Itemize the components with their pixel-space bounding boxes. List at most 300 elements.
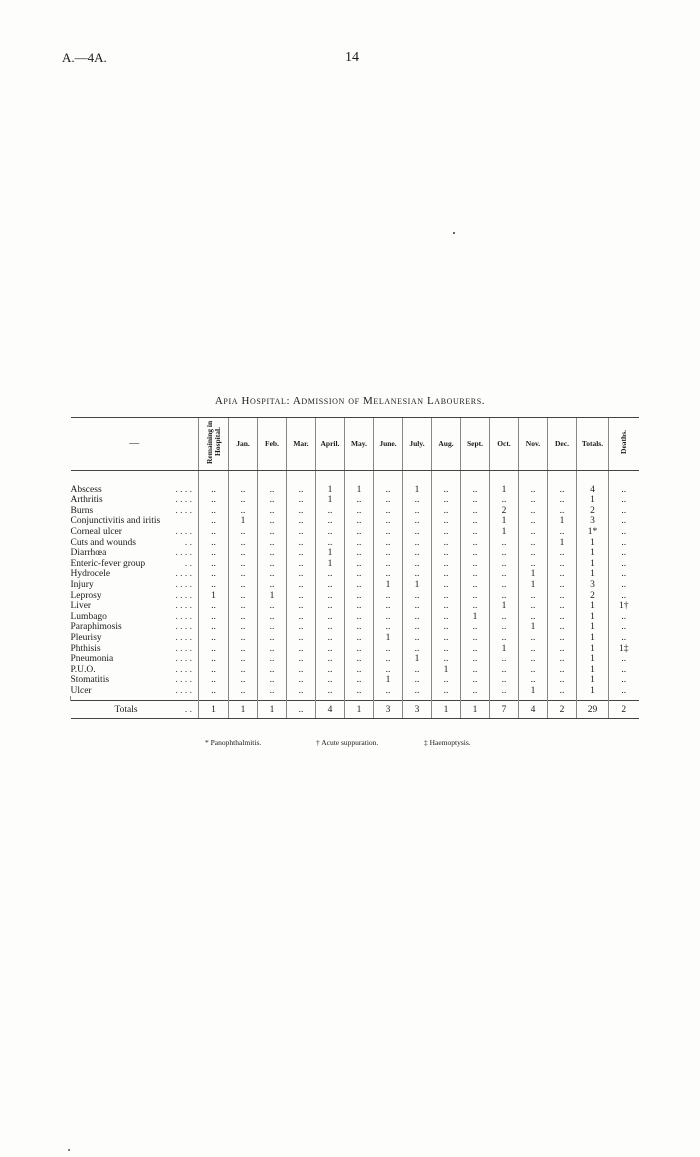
row-label: Hydrocele [70,569,111,580]
table-cell: .. [287,569,316,580]
col-header-totals: Totals. [577,418,609,471]
table-cell: .. [316,601,345,612]
table-cell: .. [548,675,577,686]
col-header-month: Sept. [461,418,490,471]
table-cell: .. [316,580,345,591]
table-cell: .. [287,527,316,538]
leader-dots: . . . . [175,664,192,675]
table-cell: .. [287,538,316,549]
table-cell: .. [609,506,639,517]
table-cell: 1 [490,644,519,655]
table-cell: .. [258,485,287,496]
row-label-cell [71,612,199,623]
row-label-cell [71,538,199,549]
table-cell: .. [345,538,374,549]
footnote-star: * Panophthalmitis. [205,738,262,747]
table-cell: .. [461,675,490,686]
table-cell: .. [287,559,316,570]
table-cell: .. [490,580,519,591]
row-label: Liver [70,601,92,612]
table-cell: .. [229,527,258,538]
table-cell: .. [345,516,374,527]
table-cell: .. [258,622,287,633]
table-cell: .. [519,527,548,538]
table-cell: 1 [577,538,609,549]
table-cell: .. [461,591,490,602]
table-cell: .. [258,580,287,591]
table-cell: .. [345,591,374,602]
table-cell: .. [548,622,577,633]
row-label: Arthritis [70,495,103,506]
table-cell: .. [316,622,345,633]
table-cell: .. [374,591,403,602]
table-cell: 1 [490,527,519,538]
table-cell: 1 [577,601,609,612]
table-cell: .. [199,686,229,697]
table-cell: .. [287,591,316,602]
table-cell: .. [316,569,345,580]
table-cell: 1 [316,495,345,506]
table-cell: .. [199,580,229,591]
col-header-month: Nov. [519,418,548,471]
table-cell: 2 [609,701,639,719]
table-cell: .. [287,665,316,676]
col-header-month: Oct. [490,418,519,471]
table-cell: 4 [577,485,609,496]
table-cell: .. [519,665,548,676]
table-cell: .. [403,622,432,633]
table-cell: 1 [403,485,432,496]
table-row [71,601,639,612]
row-label-cell [71,485,199,496]
table-cell: .. [432,686,461,697]
table-cell: .. [258,569,287,580]
table-cell: 1 [490,485,519,496]
table-cell: .. [229,591,258,602]
table-cell: .. [461,644,490,655]
table-cell: 1 [403,654,432,665]
table-cell: .. [229,686,258,697]
table-cell: .. [345,580,374,591]
table-cell: 1 [519,569,548,580]
table-cell: .. [258,516,287,527]
table-row [71,516,639,527]
table-cell: .. [461,559,490,570]
table-cell: .. [199,612,229,623]
table-cell: .. [519,644,548,655]
table-cell: 1 [345,485,374,496]
table-cell: 1 [490,516,519,527]
table-cell: .. [403,644,432,655]
table-cell: .. [229,654,258,665]
row-label: P.U.O. [70,664,96,675]
table-cell: .. [345,559,374,570]
row-label-cell [71,601,199,612]
table-cell: 1 [519,686,548,697]
table-cell: .. [199,633,229,644]
table-cell: .. [345,675,374,686]
table-cell: .. [548,506,577,517]
table-cell: .. [199,665,229,676]
col-header-month: June. [374,418,403,471]
table-cell: .. [609,612,639,623]
table-cell: 1 [577,569,609,580]
table-cell: .. [609,548,639,559]
row-label: Diarrhœa [70,548,107,559]
table-cell: 2 [577,591,609,602]
row-label: Cuts and wounds [70,537,136,548]
table-cell: .. [374,506,403,517]
table-cell: .. [403,612,432,623]
table-cell: 4 [519,701,548,719]
table-cell: .. [403,569,432,580]
row-label-cell [71,622,199,633]
table-cell: .. [432,622,461,633]
table-cell: .. [609,686,639,697]
table-cell: .. [287,580,316,591]
table-cell: .. [316,538,345,549]
table-cell: .. [287,622,316,633]
table-cell: .. [490,665,519,676]
table-cell: .. [432,506,461,517]
row-label-cell [71,654,199,665]
table-cell: .. [432,580,461,591]
table-cell: .. [548,591,577,602]
table-cell: .. [461,527,490,538]
table-cell: .. [519,559,548,570]
table-cell: .. [287,548,316,559]
leader-dots: . . . . [175,505,192,516]
table-cell: .. [548,633,577,644]
table-cell: 3 [577,580,609,591]
table-cell: .. [461,580,490,591]
table-cell: .. [519,516,548,527]
leader-dots: . . . . [175,526,192,537]
table-cell: .. [258,675,287,686]
stray-mark [68,1149,70,1151]
table-cell: .. [258,559,287,570]
page-number: 14 [345,50,359,65]
table-cell: .. [374,686,403,697]
table-cell: .. [229,485,258,496]
table-cell: .. [490,612,519,623]
admissions-table [70,417,639,719]
row-label: Leprosy [70,590,102,601]
table-cell: .. [609,527,639,538]
table-cell: .. [345,506,374,517]
table-cell: .. [519,633,548,644]
table-cell: .. [258,495,287,506]
table-cell: .. [374,644,403,655]
table-body [71,470,639,719]
table-cell: .. [199,644,229,655]
table-cell: .. [519,495,548,506]
table-row [71,506,639,517]
table-cell: .. [609,559,639,570]
table-row [71,622,639,633]
stray-mark [453,232,455,234]
leader-dots: . . . . [175,590,192,601]
row-label-cell [71,516,199,527]
totals-label-cell [71,701,199,719]
table-row [71,580,639,591]
table-row [71,612,639,623]
table-cell: .. [258,538,287,549]
leader-dots: . . . . [175,675,192,686]
row-label-cell [71,644,199,655]
table-cell: .. [403,506,432,517]
table-cell: .. [199,654,229,665]
table-cell: .. [432,654,461,665]
table-cell: .. [609,516,639,527]
table-cell: .. [490,495,519,506]
table-cell: .. [199,675,229,686]
col-header-month: Dec. [548,418,577,471]
table-cell: .. [374,665,403,676]
table-cell: .. [609,654,639,665]
leader-dots: . . . . [175,579,192,590]
table-cell: .. [432,538,461,549]
table-cell: .. [432,527,461,538]
table-cell: .. [548,559,577,570]
table-cell: .. [316,633,345,644]
table-cell: .. [374,516,403,527]
table-cell: 3 [374,701,403,719]
row-label: Burns [70,505,94,516]
table-cell: 1 [577,686,609,697]
col-header-deaths-label: Deaths. [618,430,628,454]
table-cell: .. [345,644,374,655]
table-cell: .. [258,633,287,644]
table-cell: 1 [461,701,490,719]
table-cell: 3 [577,516,609,527]
table-cell: .. [258,654,287,665]
table-cell: .. [548,644,577,655]
table-cell: .. [609,569,639,580]
table-cell: .. [374,495,403,506]
table-cell: .. [461,485,490,496]
table-cell: .. [461,622,490,633]
table-row [71,654,639,665]
table-cell: .. [229,675,258,686]
table-cell: .. [490,548,519,559]
table-cell: .. [461,569,490,580]
table-cell: .. [403,548,432,559]
table-cell: .. [548,569,577,580]
table-cell: 29 [577,701,609,719]
table-cell: .. [374,601,403,612]
table-cell: .. [461,538,490,549]
table-cell: 2 [577,506,609,517]
col-header-month: May. [345,418,374,471]
page-reference: A.—4A. [62,50,107,65]
row-label-cell [71,506,199,517]
table-cell: .. [258,506,287,517]
table-cell: .. [490,675,519,686]
table-cell: .. [403,527,432,538]
table-row [71,495,639,506]
table-cell: .. [548,612,577,623]
table-cell: 1 [548,538,577,549]
table-cell: .. [374,485,403,496]
leader-dots: . . . . [175,611,192,622]
table-cell: .. [258,527,287,538]
col-header-month: Feb. [258,418,287,471]
table-cell: .. [316,612,345,623]
table-cell: .. [287,601,316,612]
table-cell: .. [548,548,577,559]
table-cell: .. [548,527,577,538]
totals-label: Totals [114,704,138,715]
table-cell: .. [519,548,548,559]
leader-dots: . . . . [175,622,192,633]
table-cell: .. [316,644,345,655]
table-cell: .. [432,633,461,644]
row-label-cell [71,591,199,602]
table-cell: .. [519,675,548,686]
table-cell: .. [345,622,374,633]
row-label-cell [71,665,199,676]
table-cell: 1† [609,601,639,612]
table-cell: .. [432,485,461,496]
leader-dots: . . [184,704,192,715]
table-cell: .. [199,601,229,612]
table-cell: 1 [577,622,609,633]
table-cell: .. [287,516,316,527]
row-label-cell [71,569,199,580]
table-cell: .. [609,485,639,496]
table-cell: .. [403,675,432,686]
table-cell: .. [199,538,229,549]
table-cell: .. [519,485,548,496]
table-cell: 1 [374,675,403,686]
row-label-cell [71,495,199,506]
table-cell: .. [374,622,403,633]
table-cell: .. [345,665,374,676]
table-cell: .. [609,675,639,686]
table-cell: .. [609,633,639,644]
table-cell: .. [609,665,639,676]
col-header-month: July. [403,418,432,471]
col-header-month: Aug. [432,418,461,471]
table-cell: .. [548,580,577,591]
table-cell: .. [229,580,258,591]
table-cell: .. [199,485,229,496]
table-cell: .. [490,591,519,602]
table-cell: .. [199,622,229,633]
table-cell: .. [229,559,258,570]
table-cell: .. [345,633,374,644]
table-cell: .. [609,591,639,602]
table-cell: .. [432,591,461,602]
row-label: Phthisis [70,643,101,654]
table-cell: .. [287,633,316,644]
table-cell: .. [229,601,258,612]
table-cell: .. [490,538,519,549]
table-cell: 7 [490,701,519,719]
row-label: Enteric-fever group [70,558,146,569]
table-cell: 1 [548,516,577,527]
table-cell: .. [490,654,519,665]
leader-dots: . . . . [175,548,192,559]
table-cell: .. [229,538,258,549]
table-cell: 1 [374,580,403,591]
leader-dots: . . . . [175,632,192,643]
table-cell: .. [609,538,639,549]
table-cell: .. [287,675,316,686]
table-cell: .. [229,622,258,633]
row-label: Conjunctivitis and iritis [70,516,161,527]
table-cell: .. [490,633,519,644]
table-cell: 3 [403,701,432,719]
table-row [71,569,639,580]
table-cell: .. [345,569,374,580]
table-cell: 1 [316,548,345,559]
table-cell: .. [258,644,287,655]
table-cell: .. [374,654,403,665]
table-cell: 1 [432,665,461,676]
row-label-cell [71,548,199,559]
row-label: Injury [70,579,94,590]
table-cell: .. [345,601,374,612]
col-header-month: Jan. [229,418,258,471]
table-cell: .. [199,495,229,506]
table-cell: .. [432,516,461,527]
table-cell: .. [609,495,639,506]
table-cell: 1 [258,591,287,602]
table-cell: .. [519,612,548,623]
table-cell: .. [258,601,287,612]
row-label-cell [71,633,199,644]
table-row [71,686,639,697]
table-cell: .. [229,569,258,580]
table-cell: .. [345,612,374,623]
table-cell: .. [199,506,229,517]
table-cell: .. [548,665,577,676]
table-cell: .. [229,612,258,623]
table-cell: 1* [577,527,609,538]
table-cell: .. [403,665,432,676]
table-cell: .. [403,538,432,549]
table-cell: .. [461,495,490,506]
table-cell: .. [548,686,577,697]
table-cell: .. [490,569,519,580]
table-cell: 1 [461,612,490,623]
table-cell: .. [403,633,432,644]
table-cell: .. [287,654,316,665]
table-cell: 1 [577,612,609,623]
leader-dots: . . . . [175,685,192,696]
table-cell: .. [287,644,316,655]
table-cell: .. [258,665,287,676]
col-header-item: — [71,418,199,471]
table-cell: .. [229,495,258,506]
table-cell: .. [403,516,432,527]
table-cell: .. [461,601,490,612]
table-cell: .. [316,686,345,697]
table-cell: .. [461,654,490,665]
leader-dots: . . . . [175,654,192,665]
col-header-deaths [609,418,639,471]
table-row [71,485,639,496]
table-title: Apia Hospital: Admission of Melanesian Labourers. [214,395,486,407]
header-row [71,418,639,471]
table-cell: .. [345,548,374,559]
table-cell: .. [403,601,432,612]
table-cell: 1 [199,701,229,719]
table-cell: .. [199,527,229,538]
table-cell: 1 [577,665,609,676]
